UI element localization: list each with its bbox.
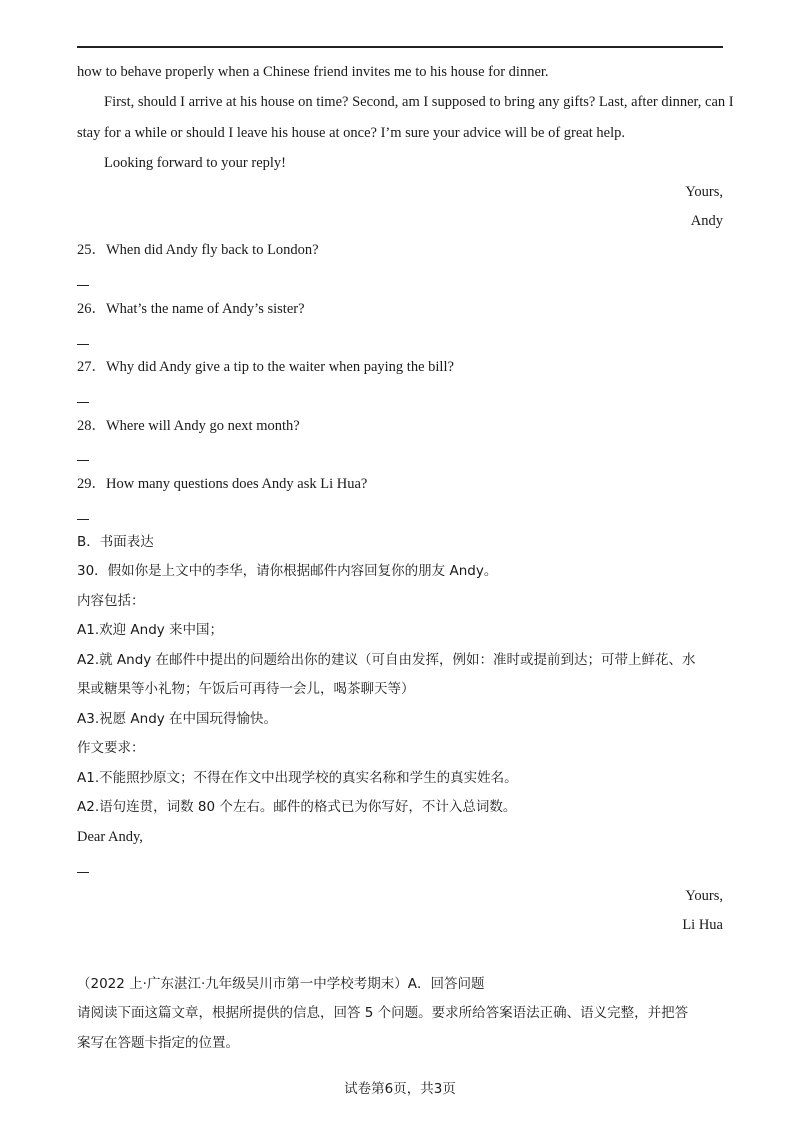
question-29: 29．How many questions does Andy ask Li Hua? bbox=[77, 476, 368, 492]
answer-blank bbox=[77, 519, 89, 520]
salutation: Dear Andy, bbox=[77, 829, 143, 845]
answer-blank bbox=[77, 460, 89, 461]
letter-line: First, should I arrive at his house on time? Second, am I supposed to bring any gifts? Last, after dinner, can I bbox=[104, 94, 734, 110]
question-26: 26．What’s the name of Andy’s sister? bbox=[77, 301, 305, 317]
answer-blank bbox=[77, 402, 89, 403]
content-item: A1.欢迎 Andy 来中国； bbox=[77, 622, 224, 638]
letter-closing: Yours, bbox=[685, 184, 723, 200]
question-25: 25．When did Andy fly back to London? bbox=[77, 242, 319, 258]
answer-blank bbox=[77, 872, 89, 873]
content-label: 内容包括： bbox=[77, 593, 145, 609]
question-27: 27．Why did Andy give a tip to the waiter when paying the bill? bbox=[77, 359, 454, 375]
content-item: A2.就 Andy 在邮件中提出的问题给出你的建议（可自由发挥，例如：准时或提前到达；可带上鲜花、水 bbox=[77, 652, 696, 668]
content-item: 果或糖果等小礼物；午饭后可再待一会儿，喝茶聊天等） bbox=[77, 681, 415, 697]
reply-closing: Yours, bbox=[685, 888, 723, 904]
letter-line: how to behave properly when a Chinese friend invites me to his house for dinner. bbox=[77, 64, 549, 80]
letter-line: stay for a while or should I leave his house at once? I’m sure your advice will be of great help. bbox=[77, 125, 625, 141]
answer-blank bbox=[77, 344, 89, 345]
content-item: A3.祝愿 Andy 在中国玩得愉快。 bbox=[77, 711, 278, 727]
requirement-item: A2.语句连贯，词数 80 个左右。邮件的格式已为你写好，不计入总词数。 bbox=[77, 799, 517, 815]
letter-signature: Andy bbox=[690, 213, 723, 229]
header-rule bbox=[77, 46, 723, 48]
instruction-line: 请阅读下面这篇文章，根据所提供的信息，回答 5 个问题。要求所给答案语法正确、语义完整，并把答 bbox=[77, 1005, 689, 1021]
source-line: （2022 上·广东湛江·九年级吴川市第一中学校考期末）A．回答问题 bbox=[77, 976, 485, 992]
question-30: 30．假如你是上文中的李华，请你根据邮件内容回复你的朋友 Andy。 bbox=[77, 563, 498, 579]
requirements-label: 作文要求： bbox=[77, 740, 145, 756]
requirement-item: A1.不能照抄原文；不得在作文中出现学校的真实名称和学生的真实姓名。 bbox=[77, 770, 518, 786]
page-footer: 试卷第6页，共3页 bbox=[344, 1081, 456, 1097]
reply-signature: Li Hua bbox=[682, 917, 723, 933]
letter-line: Looking forward to your reply! bbox=[104, 155, 287, 171]
instruction-line: 案写在答题卡指定的位置。 bbox=[77, 1035, 239, 1051]
answer-blank bbox=[77, 285, 89, 286]
question-28: 28．Where will Andy go next month? bbox=[77, 418, 300, 434]
section-heading: B．书面表达 bbox=[77, 534, 154, 550]
